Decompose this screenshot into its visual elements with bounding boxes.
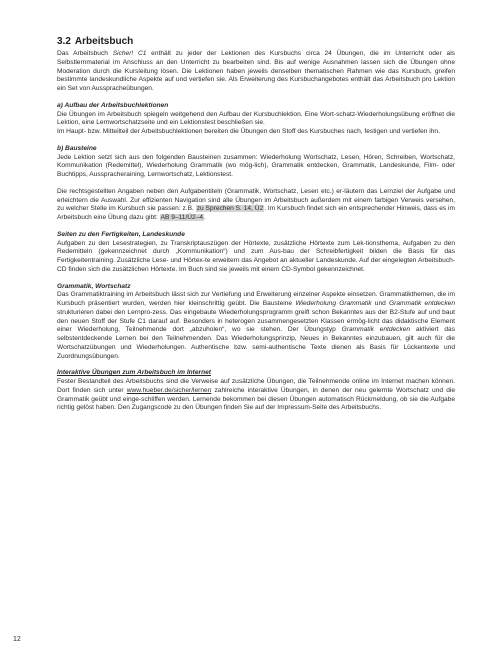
section-a-paragraph-2: Im Haupt- bzw. Mitteilteil der Arbeitsbuchlektionen bereiten die Übungen den Stoff des Kursbuches nach, festigen und vertiefen ihn. bbox=[57, 128, 440, 135]
book-title: Sicher! C1 bbox=[112, 50, 147, 57]
section-b-paragraph-1: Jede Lektion setzt sich aus den folgenden Bausteinen zusammen: Wiederholung Wortschatz, Lesen, Hören, Schreiben, Wortschatz, Kommunikation (Redemittel), Wiederholung Grammatik (wo mög-lich), Grammatik entdecken, Grammatik, Landeskunde, Film- oder Buchtipps, Ausspracheraining, Lernwortschatz, Lektionstest. bbox=[57, 153, 455, 178]
section-e-heading: Interaktive Übungen zum Arbeitsbuch im Internet bbox=[57, 369, 211, 377]
page-number: 12 bbox=[13, 636, 21, 643]
section-c bbox=[57, 231, 455, 275]
section-d-paragraph: Das Grammatiktraining im Arbeitsbuch lässt sich zur Vertiefung und Erweiterung einzelner Aspekte einsetzen. Grammatikthemen, die im Kursbuch präsentiert wurden, werden hier kleinschrittig geübt. Die Bausteine Wiederholung Grammatik und Grammatik entdecken strukturieren dabei den Lernpro-zess. Das eingebaute Wiederholungsprogramm greift schon Bekanntes aus der B2-Stufe auf und baut den neuen Stoff der Stufe C1 darauf auf. Besonders in heterogen zusammengesetzten Klassen ermög-licht das didaktische Element einer Wiederholung, Teilnehmende dort „abzuholen“, wo sie stehen. Der Übungstyp Grammatik entdecken aktiviert das selbstentdeckende Lernen bei den Teilnehmenden. Das Wiederholungsprinzip, Neues in Bekanntes einzubauen, gilt auch für die Wortschatzübungen und Wiederholungen. Authentische bzw. semi-authentische Texte dienen als Basis für Lückentexte und Zuordnungsübungen. bbox=[57, 291, 455, 360]
section-a-paragraph-1: Die Übungen im Arbeitsbuch spiegeln weitgehend den Aufbau der Kursbuchlektion. Eine Wort-schatz-Wiederholungsübung eröffnet die Lektion, eine Lernwortschatzseite und ein Lektionstest beschließen sie. bbox=[57, 110, 455, 127]
section-e bbox=[57, 369, 455, 413]
section-d bbox=[57, 283, 455, 362]
intro-paragraph: Das Arbeitsbuch Sicher! C1 enthält zu jeder der Lektionen des Kursbuchs circa 24 Übungen, die im Unterricht oder als Selbstlernmaterial im Anschluss an den Unterricht zu bearbeiten sind. Bis auf wenige Ausnahmen lassen sich die Übungen ohne Moderation durch die Kursleitung lösen. Die Lektionen haben jeweils denselben thematischen Rahmen wie das Kursbuch, greifen bestimmte landeskundliche Aspekte auf und vertiefen sie. Als Erweiterung des Kursbuchangebotes enthält das Arbeitsbuch pro Lektion ein Set von Ausspracheübungen. bbox=[57, 50, 455, 92]
section-b-heading: b) Bausteine bbox=[57, 144, 97, 152]
arbeitsbuch-reference-highlight: AB 9–11/Ü2–4 bbox=[160, 214, 204, 221]
section-c-paragraph: Aufgaben zu den Lesestrategien, zu Transkriptauszügen der Hörtexte, zusätzliche Hörtexte zum Lek-tionsthema, Aufgaben zu den Redemitteln (gekennzeichnet durch „Kommunikation“) und zum Aus-bau der Schreibfertigkeit bilden die Basis für das Fertigkeitentraining. Zusätzliche Lese- und Hörtex-te erweitern das Angebot an aktueller Landeskunde. Auf der eingelegten Arbeitsbuch-CD finden sich die zusätzlichen Hörtexte. Im Buch sind sie jeweils mit einem CD-Symbol gekennzeichnet. bbox=[57, 239, 455, 273]
section-c-heading: Seiten zu den Fertigkeiten, Landeskunde bbox=[57, 230, 185, 238]
section-d-heading: Grammatik, Wortschatz bbox=[57, 282, 131, 290]
section-a-heading: a) Aufbau der Arbeitsbuchlektionen bbox=[57, 101, 169, 109]
document-page bbox=[57, 36, 455, 413]
section-e-paragraph: Fester Bestandteil des Arbeitsbuchs sind die Verweise auf zusätzliche Übungen, die Teilnehmende online im Internet machen können. Dort finden sich unter www.hueber.de/sicher/lernen zahlreiche interaktive Übungen, in denen der neu gelernte Wortschatz und die Grammatik geübt und einge-schliffen werden. Lernende bekommen bei diesen Übungen automatisch Rückmeldung, ob sie die Aufgabe richtig gelöst haben. Den Zugangscode zu den Übungen finden Sie auf der Impressum-Seite des Arbeitsbuchs. bbox=[57, 378, 455, 412]
section-title: Arbeitsbuch bbox=[74, 36, 134, 47]
section-number: 3.2 bbox=[57, 36, 71, 47]
section-heading bbox=[57, 36, 455, 47]
section-b bbox=[57, 145, 455, 223]
kursbuch-reference-highlight: zu Sprechen S. 14, Ü2 bbox=[196, 205, 264, 213]
section-b-paragraph-2: Die rechtsgestellten Angaben neben den Aufgabentiteln (Grammatik, Wortschatz, Lesen etc.) er-läutern das Lernziel der Aufgabe und erleichtern die Auswahl. Zur effizienten Navigation sind alle Übungen im Arbeitsbuch außerdem mit einem farbigen Verweis versehen, zu welcher Stelle im Kursbuch sie passen: z.B. zu Sprechen S. 14, Ü2. Im Kursbuch findet sich ein entsprechender Hinweis, dass es im Arbeitsbuch eine Übung dazu gibt: AB 9–11/Ü2–4. bbox=[57, 187, 456, 221]
section-a bbox=[57, 102, 455, 137]
hueber-link[interactable]: www.hueber.de/sicher/lernen bbox=[126, 386, 212, 394]
